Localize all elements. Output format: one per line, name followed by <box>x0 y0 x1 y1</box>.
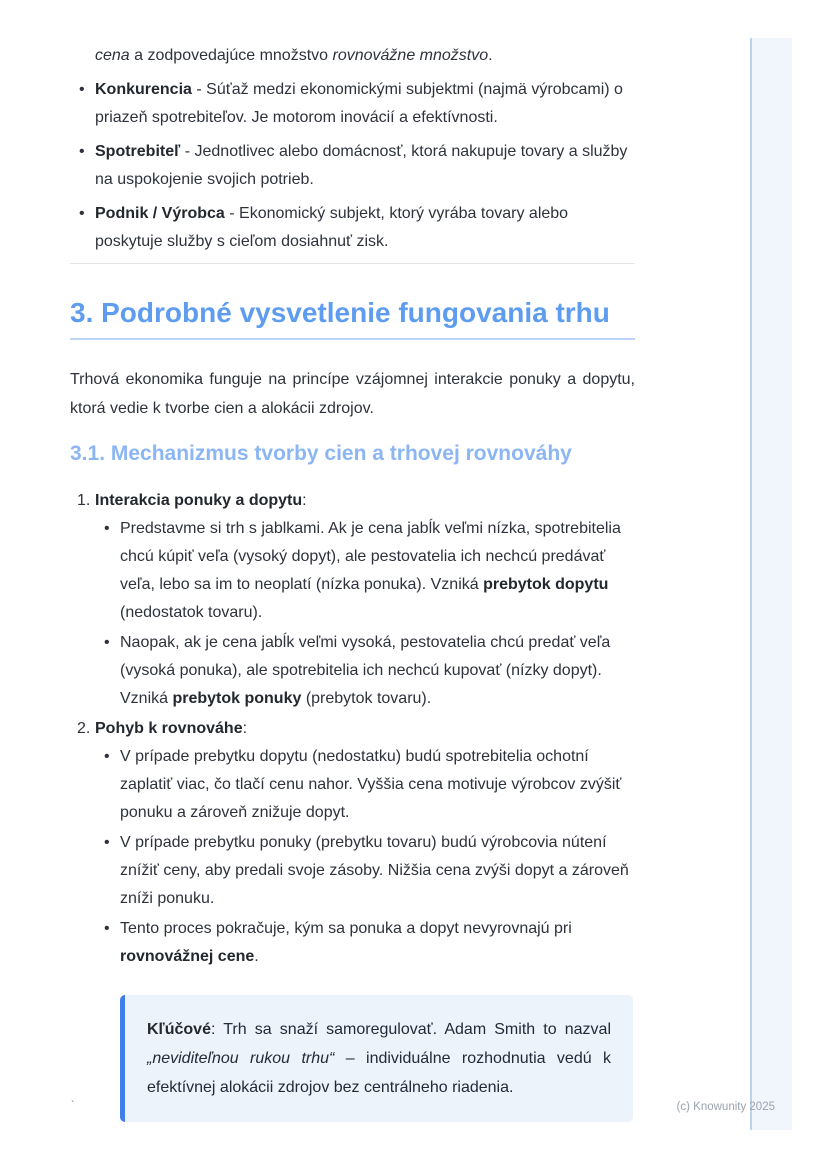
sub-bullet-list <box>70 515 635 713</box>
item-number: 2. <box>77 720 91 737</box>
item-title-suffix: : <box>302 492 307 509</box>
italic-term: rovnovážne množstvo <box>332 47 489 64</box>
section-heading: 3. Podrobné vysvetlenie fungovania trhu <box>70 294 635 340</box>
term-label: Spotrebiteľ <box>95 143 181 160</box>
italic-term: cena <box>95 47 130 64</box>
ordered-item <box>70 487 635 713</box>
list-item <box>70 138 635 194</box>
sub-bullet-list <box>70 743 635 971</box>
definition-list <box>70 76 635 256</box>
list-item <box>70 515 635 627</box>
ordered-list <box>70 487 635 971</box>
list-item <box>70 200 635 256</box>
callout-body: – individuálne rozhodnutia vedú k efektívnej alokácii zdrojov bez centrálneho riadenia. <box>147 1050 611 1096</box>
term-label: Konkurencia <box>95 81 192 98</box>
callout-label-suffix: : <box>210 1021 224 1038</box>
continuation-line <box>70 42 635 70</box>
callout-quote: „neviditeľnou rukou trhu“ <box>147 1050 335 1067</box>
list-item <box>70 915 635 971</box>
list-item <box>70 829 635 913</box>
bullet-text: (nedostatok tovaru). <box>120 604 263 621</box>
item-number: 1. <box>77 492 91 509</box>
list-item <box>70 629 635 713</box>
bullet-text: Predstavme si trh s jablkami. Ak je cena jabĺk veľmi nízka, spotrebitelia chcú kúpiť veľa (vysoký dopyt), ale pestovatelia ich nechcú predávať veľa, lebo sa im to neoplatí (nízka ponuka). Vzniká <box>120 520 621 593</box>
list-item <box>70 743 635 827</box>
key-callout-box <box>120 995 633 1122</box>
term-definition: - Súťaž medzi ekonomickými subjektmi (najmä výrobcami) o priazeň spotrebiteľov. Je motorom inovácií a efektívnosti. <box>95 81 623 126</box>
continuation-text: a zodpovedajúce množstvo <box>129 47 333 64</box>
document-content <box>70 42 635 1122</box>
bullet-text: (prebytok tovaru). <box>301 690 432 707</box>
callout-label: Kľúčové <box>147 1021 211 1038</box>
term-definition: - Ekonomický subjekt, ktorý vyrába tovary alebo poskytuje služby s cieľom dosiahnuť zisk. <box>95 205 569 250</box>
bullet-bold-text: prebytok ponuky <box>172 690 302 707</box>
bullet-bold-text: prebytok dopytu <box>483 576 609 593</box>
section-intro-paragraph: Trhová ekonomika funguje na princípe vzájomnej interakcie ponuky a dopytu, ktorá vedie k tvorbe cien a alokácii zdrojov. <box>70 371 635 417</box>
callout-body: Trh sa snaží samoregulovať. Adam Smith to nazval <box>223 1021 611 1038</box>
page-side-strip <box>750 38 792 1130</box>
list-item <box>70 76 635 132</box>
bullet-text: . <box>254 948 259 965</box>
bullet-text: Tento proces pokračuje, kým sa ponuka a dopyt nevyrovnajú pri <box>120 920 572 937</box>
term-label: Podnik / Výrobca <box>95 205 225 222</box>
subsection-heading: 3.1. Mechanizmus tvorby cien a trhovej rovnováhy <box>70 442 572 465</box>
ordered-item <box>70 715 635 971</box>
callout-text <box>147 1015 611 1102</box>
ordered-item-heading <box>70 715 635 743</box>
bullet-text: V prípade prebytku dopytu (nedostatku) budú spotrebitelia ochotní zaplatiť viac, čo tlačí cenu nahor. Vyššia cena motivuje výrobcov zvýšiť ponuku a zároveň znižuje dopyt. <box>120 748 622 821</box>
stray-cursor-mark: ` <box>71 1100 75 1111</box>
continuation-end: . <box>488 47 493 64</box>
bullet-text: V prípade prebytku ponuky (prebytku tovaru) budú výrobcovia nútení znížiť ceny, aby predali svoje zásoby. Nižšia cena zvýši dopyt a zároveň zníži ponuku. <box>120 834 629 907</box>
item-title: Pohyb k rovnováhe <box>95 720 243 737</box>
section-divider <box>70 263 635 264</box>
footer-copyright: (c) Knowunity 2025 <box>676 1101 775 1113</box>
ordered-item-heading <box>70 487 635 515</box>
term-definition: - Jednotlivec alebo domácnosť, ktorá nakupuje tovary a služby na uspokojenie svojich potrieb. <box>95 143 628 188</box>
bullet-text: Naopak, ak je cena jabĺk veľmi vysoká, pestovatelia chcú predať veľa (vysoká ponuka), ale spotrebitelia ich nechcú kupovať (nízky dopyt). Vzniká <box>120 634 611 707</box>
item-title-suffix: : <box>242 720 248 737</box>
bullet-bold-text: rovnovážnej cene <box>120 948 255 965</box>
item-title: Interakcia ponuky a dopytu <box>95 492 303 509</box>
